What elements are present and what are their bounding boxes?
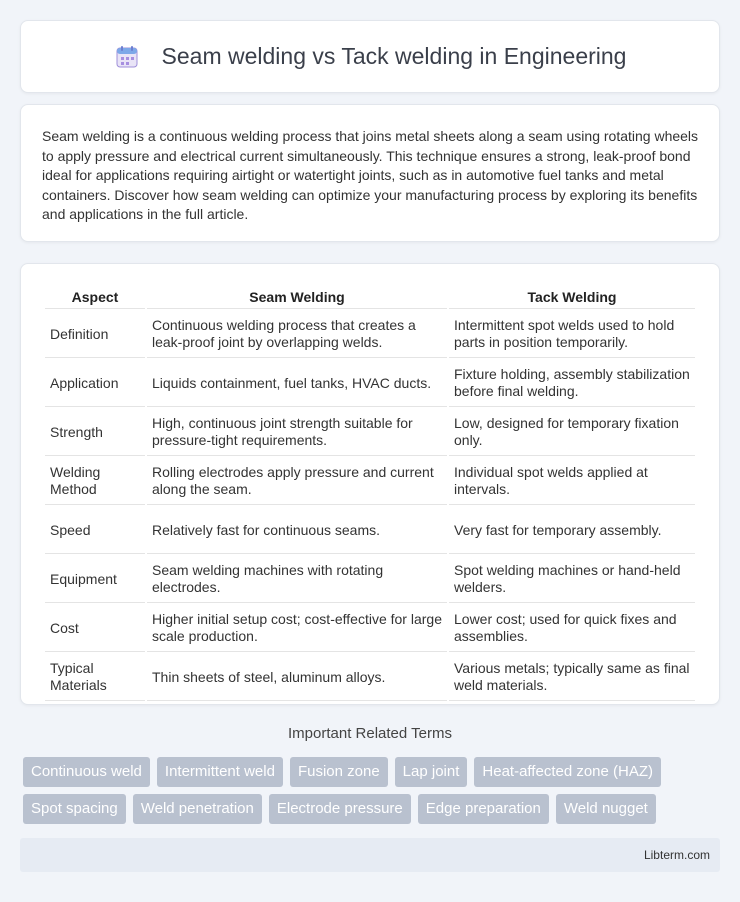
row-seam: Continuous welding process that creates a leak-proof joint by overlapping welds. (147, 311, 447, 358)
footer-brand-link[interactable]: Libterm.com (643, 848, 710, 862)
term-tag[interactable]: Spot spacing (23, 794, 126, 824)
term-tag[interactable]: Continuous weld (23, 757, 150, 787)
term-tag[interactable]: Weld penetration (133, 794, 262, 824)
related-terms-list (23, 757, 723, 824)
related-terms-title: Important Related Terms (288, 725, 452, 742)
row-tack: Fixture holding, assembly stabilization before final welding. (449, 360, 695, 407)
row-tack: Various metals; typically same as final weld materials. (449, 654, 695, 701)
term-tag[interactable]: Electrode pressure (269, 794, 411, 824)
page-title: Seam welding vs Tack welding in Engineering (161, 43, 627, 69)
row-aspect: Equipment (45, 556, 145, 603)
intro-text: Seam welding is a continuous welding process that joins metal sheets along a seam using rotating wheels to apply pressure and electrical current simultaneously. This technique ensures a strong, leak-proof bond ideal for applications requiring airtight or watertight joints, such as in automotive fuel tanks and metal containers. Discover how seam welding can optimize your manufacturing process by exploring its benefits and applications in the full article. (42, 128, 699, 223)
row-aspect: Application (45, 360, 145, 407)
table-header-row (45, 286, 695, 309)
term-tag[interactable]: Intermittent weld (157, 757, 283, 787)
row-tack: Individual spot welds applied at intervals. (449, 458, 695, 505)
header-aspect: Aspect (45, 286, 145, 309)
row-tack: Spot welding machines or hand-held welders. (449, 556, 695, 603)
row-aspect: Welding Method (45, 458, 145, 505)
row-seam: High, continuous joint strength suitable for pressure-tight requirements. (147, 409, 447, 456)
row-aspect: Typical Materials (45, 654, 145, 701)
row-tack: Lower cost; used for quick fixes and assemblies. (449, 605, 695, 652)
title-card (20, 20, 720, 93)
row-seam: Higher initial setup cost; cost-effective for large scale production. (147, 605, 447, 652)
row-seam: Thin sheets of steel, aluminum alloys. (147, 654, 447, 701)
footer (20, 838, 720, 872)
row-aspect: Speed (45, 507, 145, 554)
table-row (45, 654, 695, 701)
row-aspect: Cost (45, 605, 145, 652)
row-aspect: Strength (45, 409, 145, 456)
row-seam: Liquids containment, fuel tanks, HVAC ducts. (147, 360, 447, 407)
row-tack: Intermittent spot welds used to hold parts in position temporarily. (449, 311, 695, 358)
row-seam: Seam welding machines with rotating electrodes. (147, 556, 447, 603)
table-row (45, 507, 695, 554)
header-seam-welding: Seam Welding (147, 286, 447, 309)
table-row (45, 458, 695, 505)
comparison-card (20, 263, 720, 705)
table-row (45, 409, 695, 456)
row-tack: Low, designed for temporary fixation only. (449, 409, 695, 456)
table-row (45, 605, 695, 652)
table-row (45, 360, 695, 407)
row-seam: Relatively fast for continuous seams. (147, 507, 447, 554)
term-tag[interactable]: Weld nugget (556, 794, 656, 824)
header-tack-welding: Tack Welding (449, 286, 695, 309)
table-row (45, 556, 695, 603)
row-tack: Very fast for temporary assembly. (449, 507, 695, 554)
calendar-icon (114, 44, 140, 70)
term-tag[interactable]: Edge preparation (418, 794, 549, 824)
term-tag[interactable]: Lap joint (395, 757, 468, 787)
table-row (45, 311, 695, 358)
intro-card (20, 104, 720, 242)
row-seam: Rolling electrodes apply pressure and current along the seam. (147, 458, 447, 505)
term-tag[interactable]: Fusion zone (290, 757, 388, 787)
comparison-table (43, 284, 697, 703)
term-tag[interactable]: Heat-affected zone (HAZ) (474, 757, 661, 787)
row-aspect: Definition (45, 311, 145, 358)
